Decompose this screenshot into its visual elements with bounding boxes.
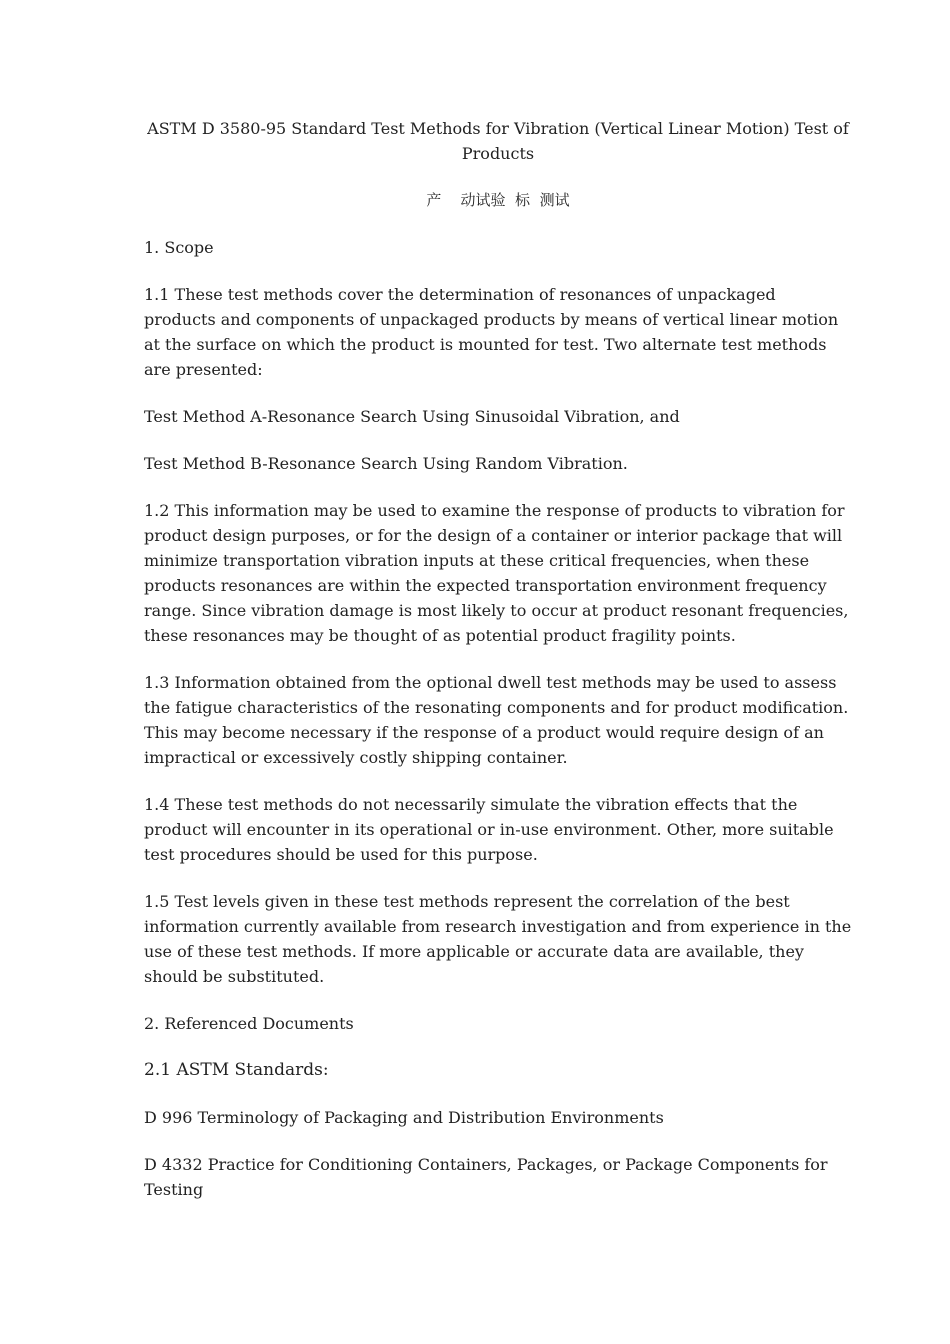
section-heading-scope: 1. Scope — [144, 238, 214, 257]
paragraph-1-2: 1.2 This information may be used to examine the response of products to vibration for product design purposes, or for the design of a container or interior package that will minimize transportation vibration inputs at these critical frequencies, when these products resonances are within the expected transportation environment frequency range. Since vibration damage is most likely to occur at product resonant frequencies, these resonances may be thought of as potential product fragility points. — [144, 501, 849, 645]
paragraph-1-4: 1.4 These test methods do not necessarily simulate the vibration effects that the product will encounter in its operational or in-use environment. Other, more suitable test procedures should be used for this purpose. — [144, 795, 834, 864]
paragraph-2-1: 2.1 ASTM Standards: — [144, 1060, 329, 1080]
section-heading-referenced-documents: 2. Referenced Documents — [144, 1014, 354, 1033]
paragraph-1-3: 1.3 Information obtained from the optional dwell test methods may be used to assess the fatigue characteristics of the resonating components and for product modification. This may become necessary if the response of a product would require design of an impractical or excessively costly shipping container. — [144, 673, 849, 767]
paragraph-1-5: 1.5 Test levels given in these test methods represent the correlation of the best information currently available from research investigation and from experience in the use of these test methods. If more applicable or accurate data are available, they should be substituted. — [144, 892, 852, 986]
document-subtitle-chinese: 产 动试验 标 测试 — [426, 191, 570, 209]
paragraph-test-method-a: Test Method A-Resonance Search Using Sinusoidal Vibration, and — [144, 407, 680, 426]
document-body — [144, 116, 852, 1224]
reference-d996: D 996 Terminology of Packaging and Distribution Environments — [144, 1108, 664, 1127]
paragraph-test-method-b: Test Method B-Resonance Search Using Random Vibration. — [144, 454, 628, 473]
document-title: ASTM D 3580-95 Standard Test Methods for Vibration (Vertical Linear Motion) Test of Products — [147, 119, 849, 163]
reference-d4332: D 4332 Practice for Conditioning Containers, Packages, or Package Components for Testing — [144, 1155, 828, 1199]
paragraph-1-1: 1.1 These test methods cover the determination of resonances of unpackaged products and components of unpackaged products by means of vertical linear motion at the surface on which the product is mounted for test. Two alternate test methods are presented: — [144, 285, 839, 379]
